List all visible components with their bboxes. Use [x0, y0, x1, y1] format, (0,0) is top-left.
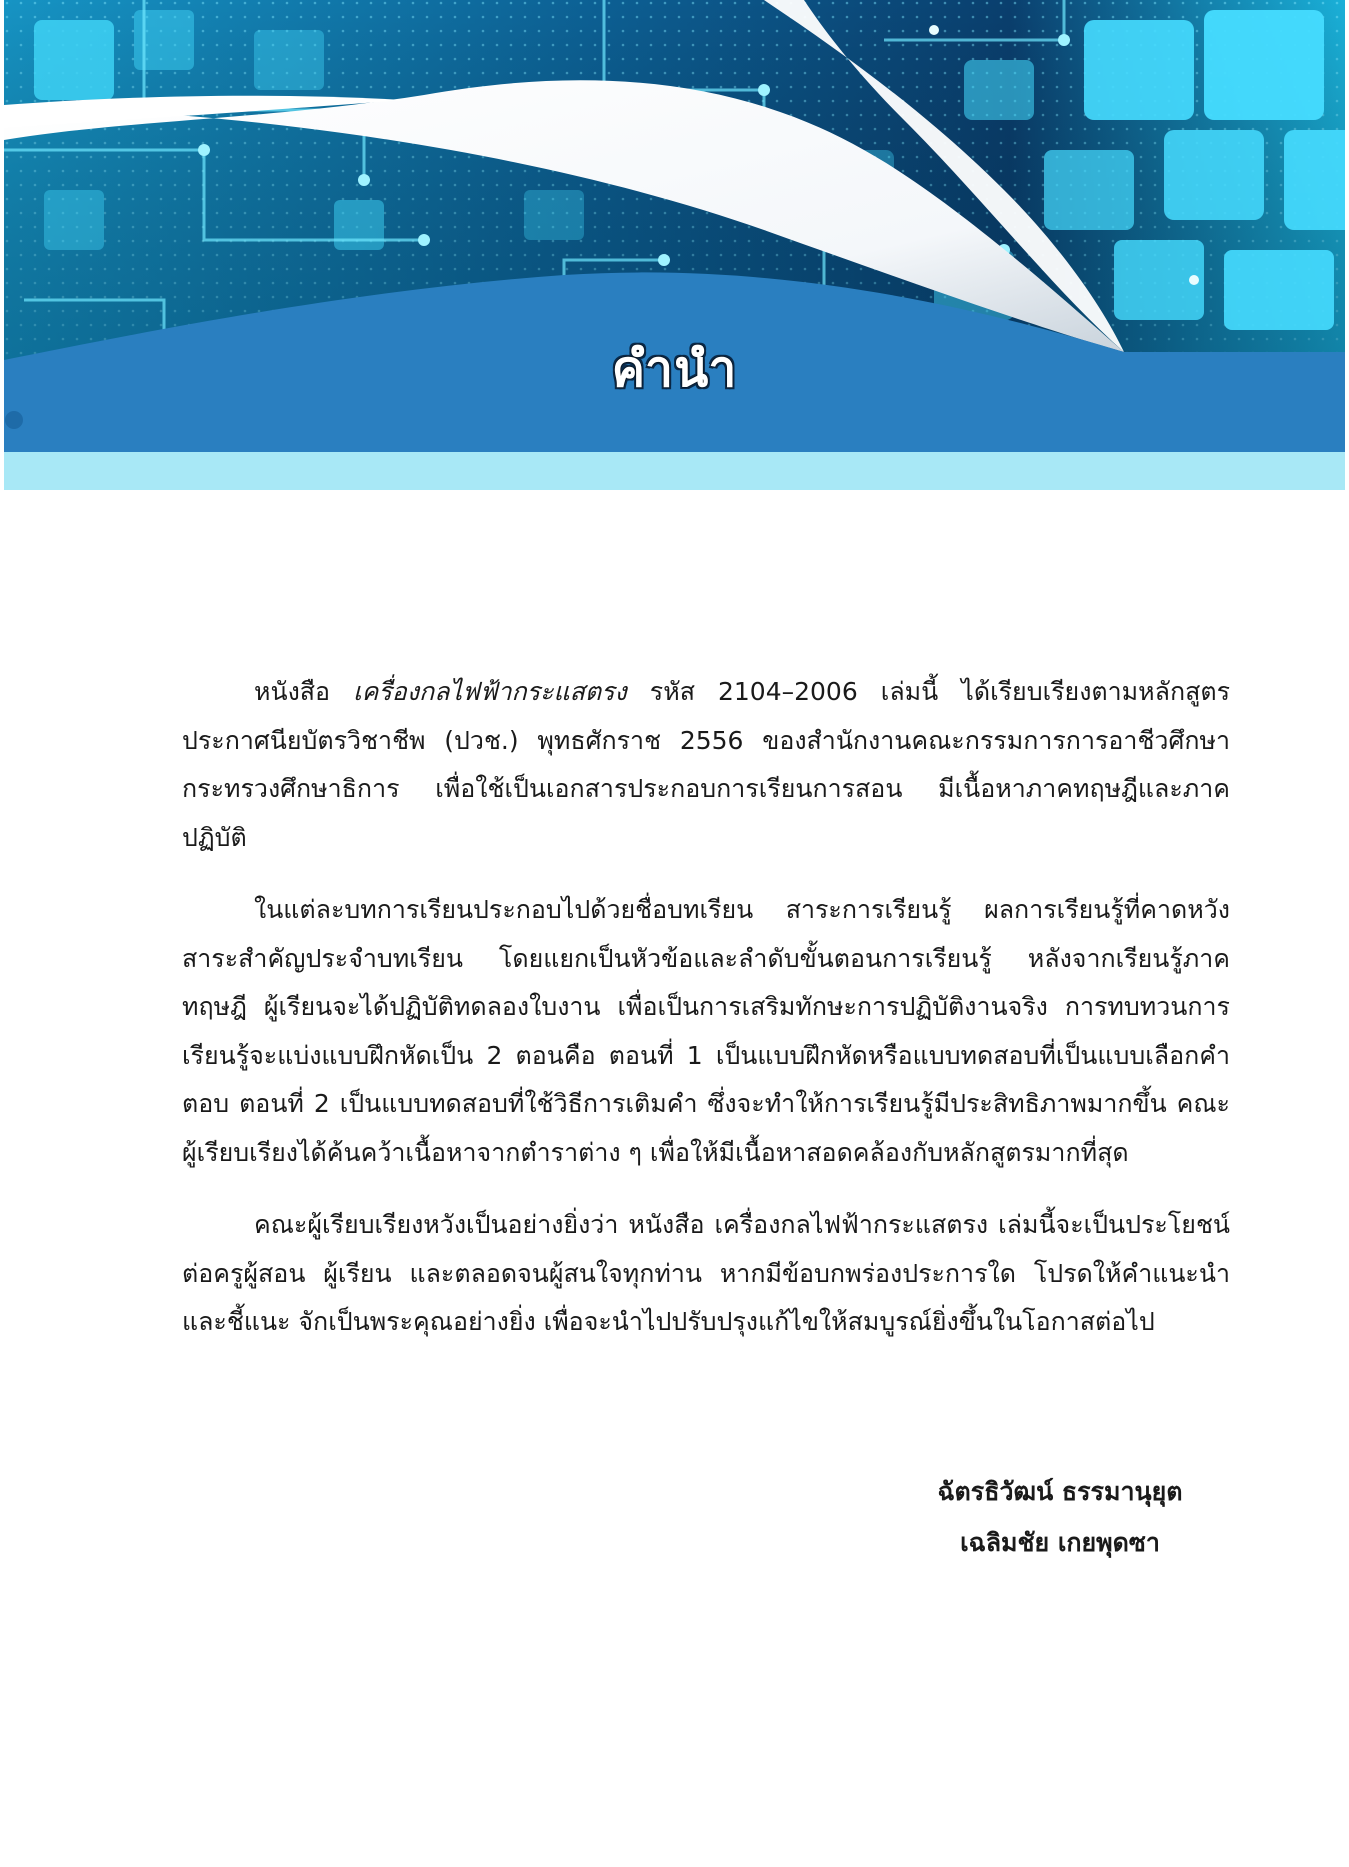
header-banner — [4, 0, 1345, 490]
preface-paragraph-3: คณะผู้เรียบเรียงหวังเป็นอย่างยิ่งว่า หนังสือ เครื่องกลไฟฟ้ากระแสตรง เล่มนี้จะเป็นประโยชน์ต่อครูผู้สอน ผู้เรียน และตลอดจนผู้สนใจทุกท่าน หากมีข้อบกพร่องประการใด โปรดให้คำแนะนำและชี้แนะ จักเป็นพระคุณอย่างยิ่ง เพื่อจะนำไปปรับปรุงแก้ไขให้สมบูรณ์ยิ่งขึ้นในโอกาสต่อไป — [182, 1210, 1230, 1336]
preface-body — [182, 668, 1230, 1371]
preface-paragraph-2: ในแต่ละบทการเรียนประกอบไปด้วยชื่อบทเรียน สาระการเรียนรู้ ผลการเรียนรู้ที่คาดหวัง สาระสำคัญประจำบทเรียน โดยแยกเป็นหัวข้อและลำดับขั้นตอนการเรียนรู้ หลังจากเรียนรู้ภาคทฤษฎี ผู้เรียนจะได้ปฏิบัติทดลองใบงาน เพื่อเป็นการเสริมทักษะการปฏิบัติงานจริง การทบทวนการเรียนรู้จะแบ่งแบบฝึกหัดเป็น 2 ตอนคือ ตอนที่ 1 เป็นแบบฝึกหัดหรือแบบทดสอบที่เป็นแบบเลือกคำตอบ ตอนที่ 2 เป็นแบบทดสอบที่ใช้วิธีการเติมคำ ซึ่งจะทำให้การเรียนรู้มีประสิทธิภาพมากขึ้น คณะผู้เรียบเรียงได้ค้นคว้าเนื้อหาจากตำราต่าง ๆ เพื่อให้มีเนื้อหาสอดคล้องกับหลักสูตรมากที่สุด — [182, 895, 1230, 1167]
paragraph-1-prefix: หนังสือ — [254, 677, 354, 706]
author-signatures — [880, 1466, 1240, 1568]
paragraph-1-suffix: รหัส 2104–2006 เล่มนี้ ได้เรียบเรียงตามหลักสูตรประกาศนียบัตรวิชาชีพ (ปวช.) พุทธศักราช 2556 ของสำนักงานคณะกรรมการการอาชีวศึกษา กระทรวงศึกษาธิการ เพื่อใช้เป็นเอกสารประกอบการเรียนการสอน มีเนื้อหาภาคทฤษฎีและภาคปฏิบัติ — [182, 677, 1231, 852]
preface-paragraph-1 — [182, 668, 1230, 862]
book-title: เครื่องกลไฟฟ้ากระแสตรง — [353, 677, 627, 706]
circuit-banner-graphic — [4, 0, 1345, 490]
author-name-1: ฉัตรธิวัฒน์ ธรรมานุยุต — [937, 1477, 1183, 1506]
author-name-2: เฉลิมชัย เกยพุดซา — [960, 1528, 1160, 1557]
page-title: คำนำ — [611, 340, 738, 398]
